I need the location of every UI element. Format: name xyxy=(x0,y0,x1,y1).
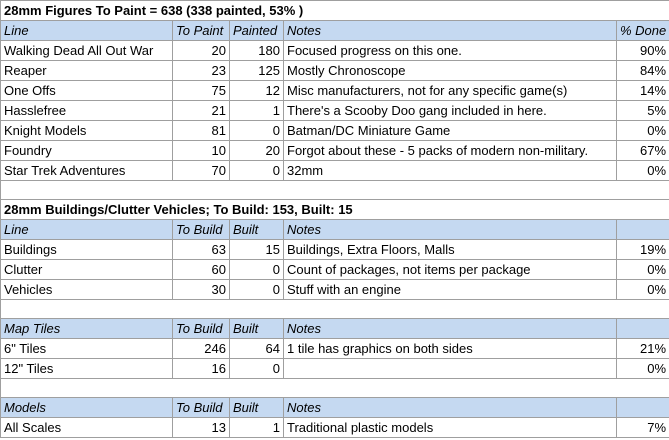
header-row xyxy=(1,220,669,240)
table-row xyxy=(1,41,669,61)
cell-line[interactable]: Foundry xyxy=(1,141,173,161)
cell-count-b[interactable]: 20 xyxy=(230,141,284,161)
empty-cell[interactable] xyxy=(230,181,284,200)
cell-count-b[interactable]: 0 xyxy=(230,121,284,141)
cell-percent[interactable]: 0% xyxy=(617,161,669,181)
header-cell-notes[interactable]: Notes xyxy=(284,398,617,418)
cell-count-a[interactable]: 63 xyxy=(173,240,230,260)
cell-percent[interactable]: 0% xyxy=(617,260,669,280)
empty-cell[interactable] xyxy=(284,300,617,319)
cell-percent[interactable]: 0% xyxy=(617,121,669,141)
cell-count-b[interactable]: 12 xyxy=(230,81,284,101)
header-cell-notes[interactable]: Notes xyxy=(284,319,617,339)
cell-notes[interactable]: Batman/DC Miniature Game xyxy=(284,121,617,141)
empty-cell[interactable] xyxy=(1,181,173,200)
empty-cell[interactable] xyxy=(173,181,230,200)
cell-percent[interactable]: 0% xyxy=(617,359,669,379)
header-cell-percent[interactable] xyxy=(617,319,669,339)
empty-cell[interactable] xyxy=(1,300,173,319)
empty-cell[interactable] xyxy=(617,300,669,319)
cell-notes[interactable]: Traditional plastic models xyxy=(284,418,617,438)
cell-notes[interactable]: 1 tile has graphics on both sides xyxy=(284,339,617,359)
cell-percent[interactable]: 14% xyxy=(617,81,669,101)
cell-count-b[interactable]: 1 xyxy=(230,418,284,438)
cell-count-a[interactable]: 16 xyxy=(173,359,230,379)
cell-count-a[interactable]: 60 xyxy=(173,260,230,280)
table-row xyxy=(1,101,669,121)
empty-cell[interactable] xyxy=(1,379,173,398)
table-row xyxy=(1,280,669,300)
cell-count-a[interactable]: 30 xyxy=(173,280,230,300)
cell-count-a[interactable]: 81 xyxy=(173,121,230,141)
cell-count-a[interactable]: 246 xyxy=(173,339,230,359)
cell-percent[interactable]: 19% xyxy=(617,240,669,260)
cell-count-a[interactable]: 13 xyxy=(173,418,230,438)
table-row xyxy=(1,61,669,81)
cell-notes[interactable]: Misc manufacturers, not for any specific game(s) xyxy=(284,81,617,101)
cell-line[interactable]: Clutter xyxy=(1,260,173,280)
table-row xyxy=(1,240,669,260)
cell-count-b[interactable]: 64 xyxy=(230,339,284,359)
header-row xyxy=(1,319,669,339)
header-row xyxy=(1,398,669,418)
empty-cell[interactable] xyxy=(230,300,284,319)
cell-line[interactable]: All Scales xyxy=(1,418,173,438)
spacer-row xyxy=(1,300,669,319)
cell-count-b[interactable]: 0 xyxy=(230,280,284,300)
header-cell-line[interactable]: Map Tiles xyxy=(1,319,173,339)
header-cell-percent[interactable]: % Done xyxy=(617,21,669,41)
header-cell-line[interactable]: Line xyxy=(1,21,173,41)
cell-line[interactable]: Walking Dead All Out War xyxy=(1,41,173,61)
header-cell-percent[interactable] xyxy=(617,220,669,240)
cell-percent[interactable]: 7% xyxy=(617,418,669,438)
cell-line[interactable]: One Offs xyxy=(1,81,173,101)
header-cell-line[interactable]: Models xyxy=(1,398,173,418)
cell-count-b[interactable]: 180 xyxy=(230,41,284,61)
cell-notes[interactable]: Forgot about these - 5 packs of modern non-military. xyxy=(284,141,617,161)
cell-notes[interactable] xyxy=(284,359,617,379)
empty-cell[interactable] xyxy=(230,379,284,398)
table-row xyxy=(1,260,669,280)
empty-cell[interactable] xyxy=(617,181,669,200)
section-title[interactable]: 28mm Buildings/Clutter Vehicles; To Build: 153, Built: 15 xyxy=(1,200,669,220)
header-cell-count-b[interactable]: Painted xyxy=(230,21,284,41)
cell-notes[interactable]: Focused progress on this one. xyxy=(284,41,617,61)
cell-percent[interactable]: 67% xyxy=(617,141,669,161)
cell-count-b[interactable]: 1 xyxy=(230,101,284,121)
empty-cell[interactable] xyxy=(284,181,617,200)
empty-cell[interactable] xyxy=(617,379,669,398)
cell-notes[interactable]: 32mm xyxy=(284,161,617,181)
header-cell-notes[interactable]: Notes xyxy=(284,21,617,41)
cell-notes[interactable]: There's a Scooby Doo gang included in here. xyxy=(284,101,617,121)
header-cell-percent[interactable] xyxy=(617,398,669,418)
header-cell-count-a[interactable]: To Build xyxy=(173,220,230,240)
cell-count-a[interactable]: 10 xyxy=(173,141,230,161)
spacer-row xyxy=(1,181,669,200)
cell-percent[interactable]: 21% xyxy=(617,339,669,359)
cell-percent[interactable]: 0% xyxy=(617,280,669,300)
cell-line[interactable]: Buildings xyxy=(1,240,173,260)
empty-cell[interactable] xyxy=(173,379,230,398)
empty-cell[interactable] xyxy=(173,300,230,319)
cell-line[interactable]: Hasslefree xyxy=(1,101,173,121)
cell-percent[interactable]: 84% xyxy=(617,61,669,81)
cell-percent[interactable]: 90% xyxy=(617,41,669,61)
table-row xyxy=(1,359,669,379)
cell-line[interactable]: 6" Tiles xyxy=(1,339,173,359)
section-title-row xyxy=(1,200,669,220)
header-cell-count-a[interactable]: To Build xyxy=(173,398,230,418)
header-cell-count-b[interactable]: Built xyxy=(230,398,284,418)
table-row xyxy=(1,418,669,438)
cell-notes[interactable]: Count of packages, not items per package xyxy=(284,260,617,280)
cell-line[interactable]: Vehicles xyxy=(1,280,173,300)
cell-count-b[interactable]: 125 xyxy=(230,61,284,81)
cell-count-a[interactable]: 23 xyxy=(173,61,230,81)
cell-count-b[interactable]: 0 xyxy=(230,260,284,280)
cell-count-b[interactable]: 15 xyxy=(230,240,284,260)
cell-line[interactable]: 12" Tiles xyxy=(1,359,173,379)
section-title-row xyxy=(1,1,669,21)
cell-notes[interactable]: Stuff with an engine xyxy=(284,280,617,300)
cell-percent[interactable]: 5% xyxy=(617,101,669,121)
header-cell-count-b[interactable]: Built xyxy=(230,220,284,240)
cell-notes[interactable]: Buildings, Extra Floors, Malls xyxy=(284,240,617,260)
header-cell-count-b[interactable]: Built xyxy=(230,319,284,339)
header-cell-line[interactable]: Line xyxy=(1,220,173,240)
spacer-row xyxy=(1,379,669,398)
section-title[interactable]: 28mm Figures To Paint = 638 (338 painted, 53% ) xyxy=(1,1,669,21)
cell-count-a[interactable]: 20 xyxy=(173,41,230,61)
table-row xyxy=(1,161,669,181)
table-row xyxy=(1,141,669,161)
cell-count-b[interactable]: 0 xyxy=(230,359,284,379)
empty-cell[interactable] xyxy=(284,379,617,398)
cell-line[interactable]: Reaper xyxy=(1,61,173,81)
table-row xyxy=(1,81,669,101)
cell-count-a[interactable]: 70 xyxy=(173,161,230,181)
cell-count-a[interactable]: 75 xyxy=(173,81,230,101)
header-cell-count-a[interactable]: To Build xyxy=(173,319,230,339)
header-row xyxy=(1,21,669,41)
cell-count-a[interactable]: 21 xyxy=(173,101,230,121)
cell-line[interactable]: Star Trek Adventures xyxy=(1,161,173,181)
cell-notes[interactable]: Mostly Chronoscope xyxy=(284,61,617,81)
cell-count-b[interactable]: 0 xyxy=(230,161,284,181)
table-row xyxy=(1,121,669,141)
table-row xyxy=(1,339,669,359)
header-cell-count-a[interactable]: To Paint xyxy=(173,21,230,41)
header-cell-notes[interactable]: Notes xyxy=(284,220,617,240)
cell-line[interactable]: Knight Models xyxy=(1,121,173,141)
